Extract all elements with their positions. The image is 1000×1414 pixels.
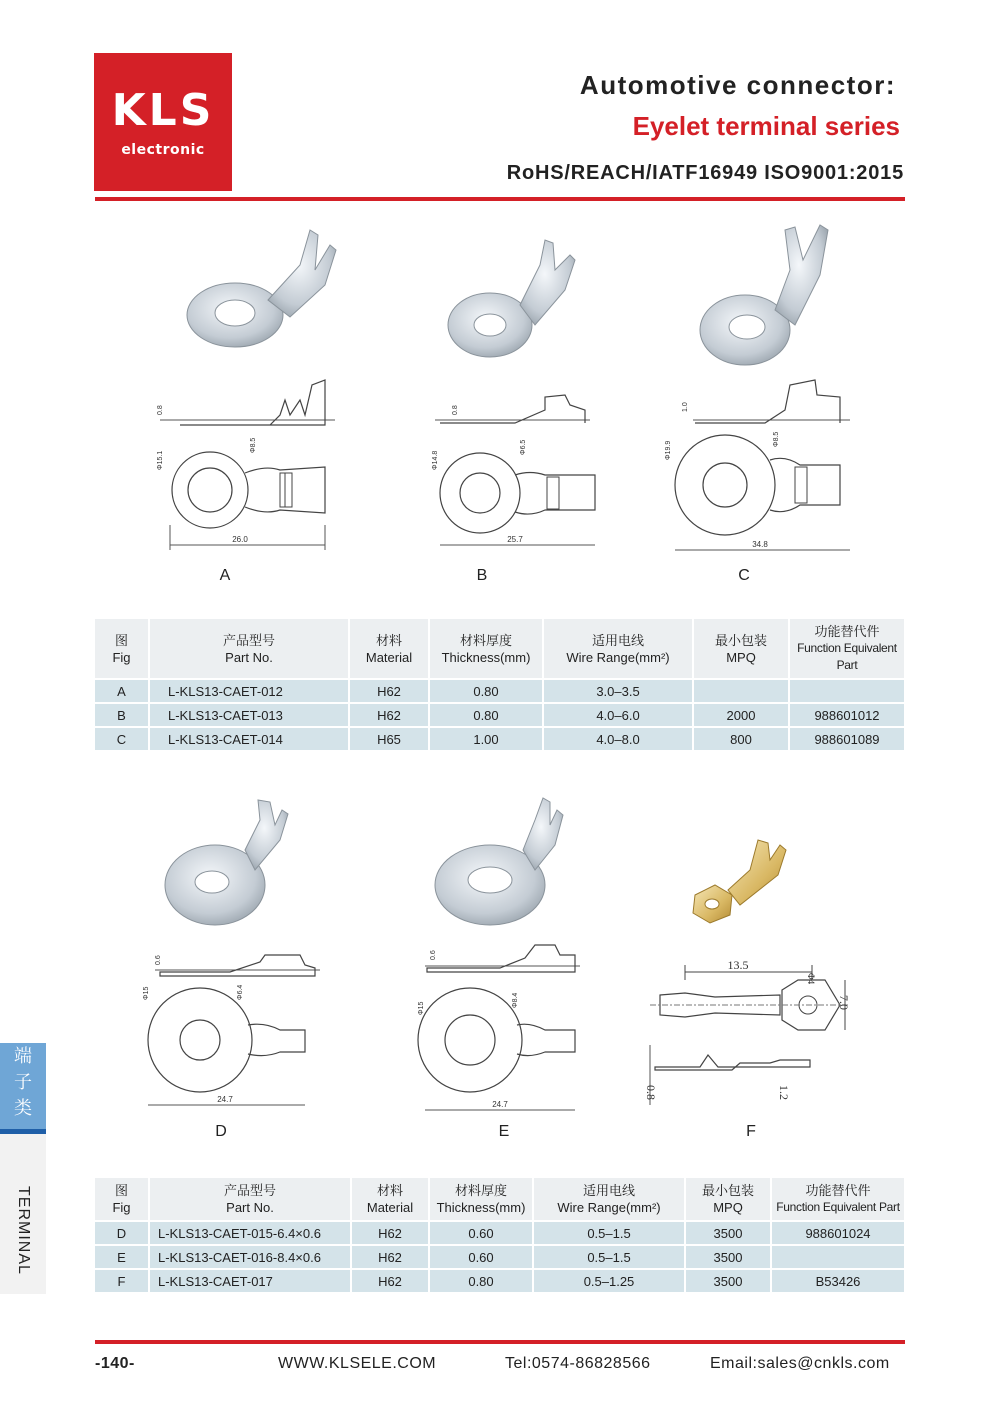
- dim-width: 7.0: [837, 995, 851, 1010]
- col-wire: 适用电线 Wire Range(mm²): [533, 1178, 685, 1221]
- page-number: -140-: [95, 1355, 135, 1372]
- table-row: D L-KLS13-CAET-015-6.4×0.6 H62 0.60 0.5–1.5 3500 988601024: [95, 1221, 905, 1245]
- dim-thickness: 0.8: [157, 405, 164, 415]
- terminal-a-drawing: [140, 225, 380, 565]
- dim-length: 24.7: [492, 1100, 508, 1109]
- table-row: B L-KLS13-CAET-013 H62 0.80 4.0–6.0 2000 988601012: [95, 703, 905, 727]
- dim-outer: Φ15.1: [157, 450, 164, 470]
- figure-c: [655, 215, 895, 595]
- terminal-e-drawing: [405, 790, 645, 1130]
- col-equivalent: 功能替代件 Function Equivalent Part: [789, 619, 905, 679]
- table-row: A L-KLS13-CAET-012 H62 0.80 3.0–3.5: [95, 679, 905, 703]
- side-tab-chinese: [0, 1043, 46, 1129]
- side-tab-char: 子: [14, 1072, 32, 1092]
- terminal-d-drawing: [130, 790, 370, 1130]
- figure-e: [405, 790, 645, 1170]
- col-mpq: 最小包装 MPQ: [693, 619, 789, 679]
- side-tab-char: 端: [14, 1046, 32, 1066]
- logo-subtext: electronic: [121, 142, 205, 158]
- figure-d: [130, 790, 370, 1170]
- kls-logo: [94, 53, 232, 191]
- figure-label: D: [215, 1123, 227, 1140]
- logo-mark: KLS: [111, 85, 215, 136]
- side-tab-english: [0, 1134, 46, 1294]
- col-equivalent: 功能替代件 Function Equivalent Part: [771, 1178, 905, 1221]
- page-title: Automotive connector:: [579, 70, 896, 100]
- table-row: E L-KLS13-CAET-016-8.4×0.6 H62 0.60 0.5–1.5 3500: [95, 1245, 905, 1269]
- col-wire: 适用电线 Wire Range(mm²): [543, 619, 693, 679]
- col-material: 材料 Material: [351, 1178, 429, 1221]
- dim-outer: Φ14.8: [432, 450, 439, 470]
- dim-hole: Φ8.5: [250, 437, 257, 453]
- side-tab-label: TERMINAL: [15, 1186, 32, 1275]
- col-thickness: 材料厚度 Thickness(mm): [429, 619, 543, 679]
- dim-length: 26.0: [232, 535, 248, 544]
- page-subtitle: Eyelet terminal series: [632, 111, 900, 141]
- dim-thickness: 0.8: [452, 405, 459, 415]
- side-tab-char: 类: [14, 1098, 32, 1118]
- col-part: 产品型号 Part No.: [149, 1178, 351, 1221]
- dim-hole: Φ8.4: [512, 992, 519, 1008]
- footer-email: Email:sales@cnkls.com: [710, 1355, 890, 1372]
- col-fig: 图 Fig: [95, 1178, 149, 1221]
- table-header-row: [95, 619, 905, 679]
- dim-thickness: 0.8: [644, 1085, 658, 1100]
- dim-length: 25.7: [507, 535, 523, 544]
- footer-divider: [95, 1340, 905, 1344]
- dim-thickness: 0.6: [430, 950, 437, 960]
- col-thickness: 材料厚度 Thickness(mm): [429, 1178, 533, 1221]
- footer-website: WWW.KLSELE.COM: [278, 1355, 437, 1372]
- table-row: C L-KLS13-CAET-014 H65 1.00 4.0–8.0 800 988601089: [95, 727, 905, 750]
- table-row: F L-KLS13-CAET-017 H62 0.80 0.5–1.25 3500 B53426: [95, 1269, 905, 1292]
- dim-length: 24.7: [217, 1095, 233, 1104]
- terminal-b-drawing: [395, 225, 635, 565]
- col-part: 产品型号 Part No.: [149, 619, 349, 679]
- figure-label: A: [219, 567, 231, 584]
- dim-outer: Φ15: [143, 986, 150, 1000]
- col-material: 材料 Material: [349, 619, 429, 679]
- figure-a: [140, 225, 380, 605]
- figure-f: [640, 815, 880, 1195]
- dim-length: 13.5: [727, 958, 749, 972]
- spec-table-2: [95, 1178, 906, 1292]
- figure-label: C: [738, 567, 750, 584]
- terminal-c-drawing: [655, 215, 895, 555]
- header-divider: [95, 197, 905, 201]
- dim-hole: Φ4: [806, 973, 816, 985]
- dim-hole: Φ8.5: [773, 431, 780, 447]
- col-mpq: 最小包装 MPQ: [685, 1178, 771, 1221]
- footer-tel: Tel:0574-86828566: [505, 1355, 651, 1372]
- certifications: RoHS/REACH/IATF16949 ISO9001:2015: [506, 162, 904, 184]
- dim-outer: Φ19.9: [665, 440, 672, 460]
- figure-label: E: [498, 1123, 510, 1140]
- terminal-f-drawing: [640, 815, 880, 1155]
- dim-thickness: 0.6: [155, 955, 162, 965]
- table-header-row: [95, 1178, 905, 1221]
- figure-b: [395, 225, 635, 605]
- dim-hole: Φ6.5: [520, 439, 527, 455]
- dim-thickness: 1.0: [682, 402, 689, 412]
- figure-label: B: [476, 567, 488, 584]
- dim-hole: Φ6.4: [237, 984, 244, 1000]
- dim-height: 1.2: [777, 1085, 791, 1100]
- dim-outer: Φ15: [418, 1001, 425, 1015]
- dim-length: 34.8: [752, 540, 768, 549]
- spec-table-1: [95, 619, 906, 750]
- figure-label: F: [746, 1123, 756, 1140]
- col-fig: 图 Fig: [95, 619, 149, 679]
